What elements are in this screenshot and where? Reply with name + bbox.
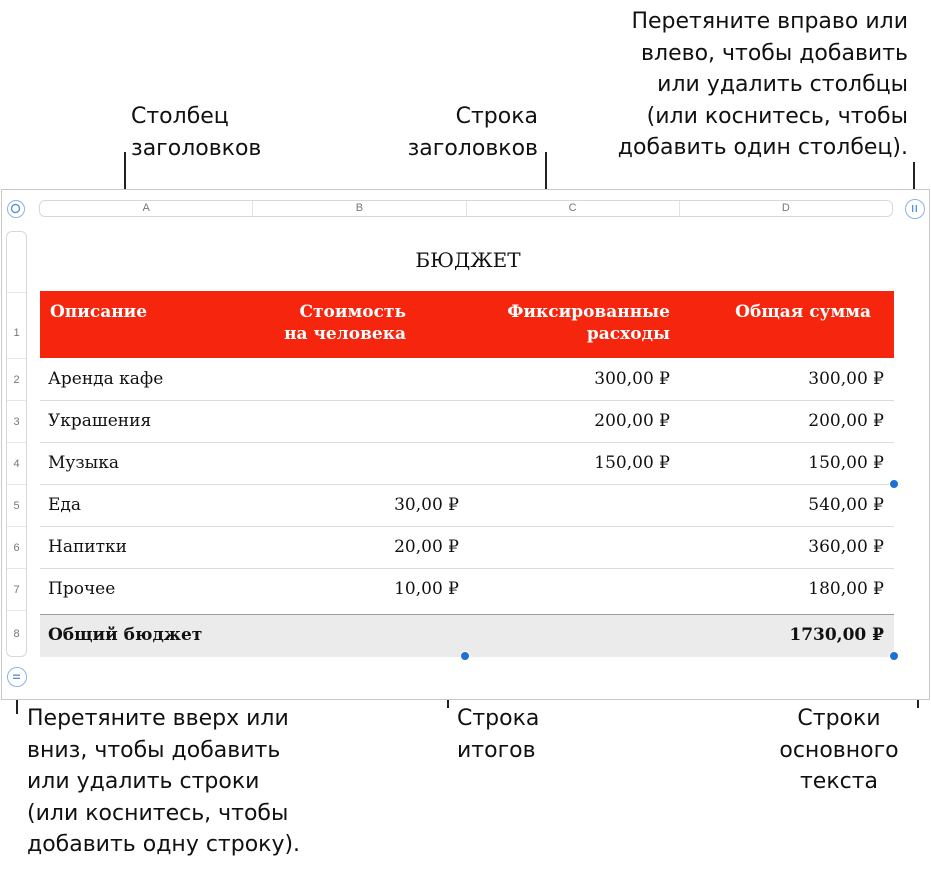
header-cell-description[interactable]	[50, 301, 147, 323]
column-header-b[interactable]: B	[253, 201, 466, 216]
header-text: на человека	[284, 324, 406, 344]
header-text: расходы	[586, 324, 670, 344]
column-header-a[interactable]: A	[40, 201, 253, 216]
table-row[interactable]	[40, 569, 894, 611]
leader-line-add-columns	[913, 162, 915, 190]
cell-per-person[interactable]: 10,00 ₽	[394, 579, 459, 599]
column-header-bar[interactable]	[39, 200, 893, 217]
row-header-bar[interactable]	[6, 231, 27, 657]
cell-total[interactable]: 180,00 ₽	[808, 579, 884, 599]
table-select-handle[interactable]	[7, 200, 25, 218]
resize-handle-bottom[interactable]	[460, 651, 470, 661]
cell-total[interactable]: 200,00 ₽	[808, 411, 884, 431]
column-header-d[interactable]: D	[781, 202, 790, 214]
callout-header-column	[131, 101, 261, 164]
table-row[interactable]	[40, 527, 894, 569]
table-row[interactable]	[40, 359, 894, 401]
pause-bars-icon	[906, 200, 923, 217]
row-header-3[interactable]: 3	[7, 400, 26, 443]
equals-bars-icon	[8, 668, 25, 685]
callout-line: Строки	[797, 706, 881, 731]
table-row[interactable]	[40, 401, 894, 443]
callout-line: Перетяните вправо или	[631, 9, 908, 34]
header-cell-fixed[interactable]	[460, 301, 670, 345]
header-text: Общая сумма	[735, 302, 871, 322]
footer-label[interactable]: Общий бюджет	[48, 625, 203, 645]
cell-description[interactable]: Еда	[48, 495, 82, 515]
callout-header-row	[380, 101, 538, 164]
callout-line: Строка	[457, 706, 540, 731]
cell-description[interactable]: Напитки	[48, 537, 127, 557]
cell-fixed[interactable]: 300,00 ₽	[594, 369, 670, 389]
callout-line: (или коснитесь, чтобы	[27, 800, 289, 826]
callout-line: текста	[799, 769, 879, 794]
header-text: Фиксированные	[507, 302, 670, 322]
table-title[interactable]: БЮДЖЕТ	[415, 248, 521, 272]
row-header-6[interactable]: 6	[7, 526, 26, 569]
column-header-c[interactable]: C	[467, 201, 680, 216]
callout-line: добавить одну строку).	[27, 832, 301, 857]
footer-total[interactable]: 1730,00 ₽	[789, 625, 884, 645]
callout-line: или удалить строки	[27, 769, 260, 794]
row-header-7[interactable]: 7	[7, 568, 26, 611]
table-row[interactable]	[40, 485, 894, 527]
callout-footer-row	[457, 703, 539, 766]
add-row-handle[interactable]	[7, 667, 27, 687]
callout-line: Столбец	[131, 104, 229, 129]
header-text: Стоимость	[299, 302, 406, 322]
resize-handle-corner[interactable]	[889, 651, 899, 661]
callout-line: основного	[779, 737, 899, 763]
callout-line: вниз, чтобы добавить	[27, 737, 281, 763]
cell-description[interactable]: Аренда кафе	[48, 369, 164, 389]
cell-per-person[interactable]: 20,00 ₽	[394, 537, 459, 557]
callout-add-rows	[27, 703, 300, 861]
callout-line: добавить один столбец).	[617, 135, 908, 160]
callout-line: или удалить столбцы	[657, 72, 908, 97]
callout-body-rows	[764, 703, 914, 798]
add-column-handle[interactable]	[905, 199, 925, 219]
cell-total[interactable]: 150,00 ₽	[808, 453, 884, 473]
row-header-4[interactable]: 4	[7, 442, 26, 485]
cell-description[interactable]: Прочее	[48, 579, 116, 599]
row-header-8[interactable]: 8	[7, 610, 26, 657]
header-cell-total[interactable]	[680, 301, 871, 323]
callout-line: итогов	[457, 737, 536, 763]
resize-handle-right[interactable]	[889, 479, 899, 489]
header-text: Описание	[50, 302, 148, 322]
cell-description[interactable]: Музыка	[48, 453, 119, 473]
callout-line: заголовков	[407, 135, 538, 161]
table-row[interactable]	[40, 443, 894, 485]
row-header-5[interactable]: 5	[7, 484, 26, 527]
table-header-row[interactable]	[40, 291, 894, 358]
cell-total[interactable]: 540,00 ₽	[808, 495, 884, 515]
header-cell-per-person[interactable]	[254, 301, 406, 345]
cell-fixed[interactable]: 200,00 ₽	[594, 411, 670, 431]
callout-add-columns	[560, 6, 908, 164]
callout-line: Строка	[455, 104, 538, 129]
callout-line: влево, чтобы добавить	[641, 40, 908, 66]
row-header-2[interactable]: 2	[7, 358, 26, 401]
callout-line: (или коснитесь, чтобы	[646, 103, 908, 129]
callout-line: Перетяните вверх или	[27, 706, 289, 731]
callout-line: заголовков	[131, 135, 262, 161]
cell-total[interactable]: 360,00 ₽	[808, 537, 884, 557]
cell-per-person[interactable]: 30,00 ₽	[394, 495, 459, 515]
cell-total[interactable]: 300,00 ₽	[808, 369, 884, 389]
cell-description[interactable]: Украшения	[48, 411, 152, 431]
row-header-1[interactable]: 1	[7, 292, 26, 359]
circle-icon	[8, 201, 23, 216]
cell-fixed[interactable]: 150,00 ₽	[594, 453, 670, 473]
